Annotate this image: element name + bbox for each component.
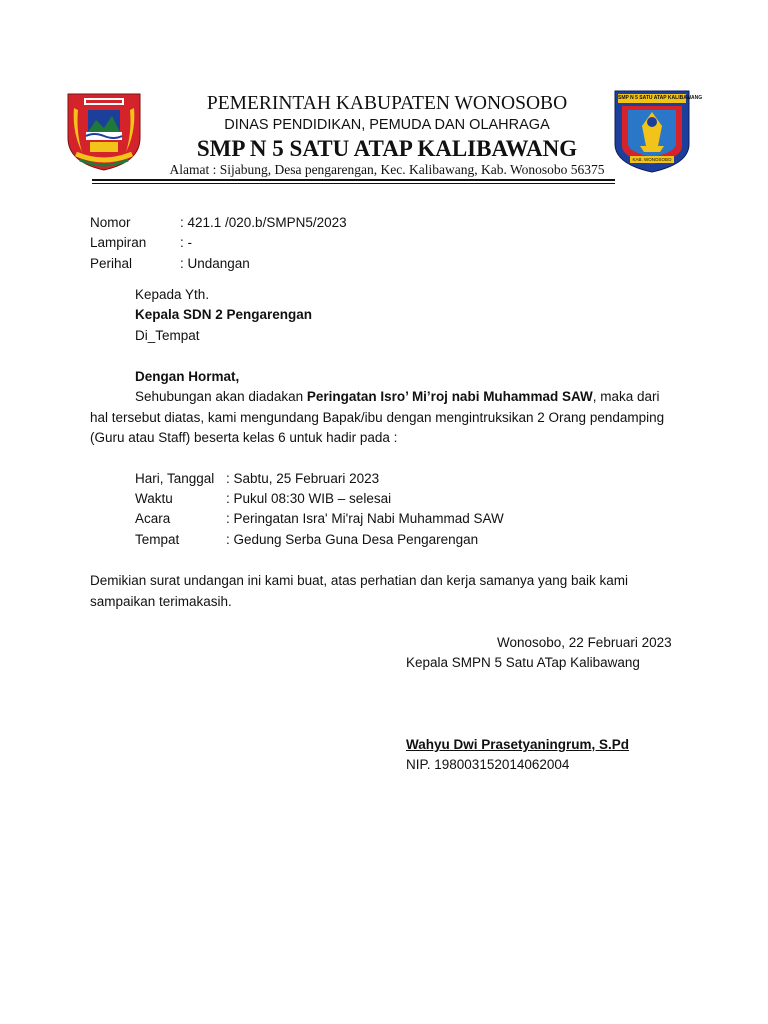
letterhead-divider-thick xyxy=(92,179,615,181)
school-emblem-bottom-text: KAB. WONOSOBO xyxy=(632,157,672,162)
recipient-place: Di_Tempat xyxy=(135,328,200,343)
nomor-value: : 421.1 /020.b/SMPN5/2023 xyxy=(180,215,347,230)
recipient-name: Kepala SDN 2 Pengarengan xyxy=(135,307,313,322)
closing-paragraph: Demikian surat undangan ini kami buat, atas perhatian dan kerja samanya yang baik kami sampaikan terimakasih. xyxy=(90,573,629,609)
detail-date-label: Hari, Tanggal xyxy=(135,471,215,486)
detail-event-label: Acara xyxy=(135,511,171,526)
letterhead-department: DINAS PENDIDIKAN, PEMUDA DAN OLAHRAGA xyxy=(224,117,550,133)
letterhead-government: PEMERINTAH KABUPATEN WONOSOBO xyxy=(206,93,568,114)
detail-event-value: : Peringatan Isra' Mi'raj Nabi Muhammad SAW xyxy=(226,511,504,526)
detail-venue-value: : Gedung Serba Guna Desa Pengarengan xyxy=(226,532,479,547)
letterhead-divider-thin xyxy=(92,183,615,184)
letterhead-address: Alamat : Sijabung, Desa pengarengan, Kec. Kalibawang, Kab. Wonosobo 56375 xyxy=(169,162,605,177)
detail-date-value: : Sabtu, 25 Februari 2023 xyxy=(226,471,380,486)
signature-place-date: Wonosobo, 22 Februari 2023 xyxy=(497,635,672,650)
perihal-label: Perihal xyxy=(90,256,133,271)
signature-name: Wahyu Dwi Prasetyaningrum, S.Pd xyxy=(406,737,630,752)
school-emblem-logo xyxy=(612,88,703,174)
body-paragraph-event: Peringatan Isro’ Mi’roj nabi Muhammad SAW xyxy=(306,389,593,404)
school-emblem-top-text: SMP N 5 SATU ATAP KALIBAWANG xyxy=(618,95,703,101)
recipient-greeting: Kepada Yth. xyxy=(135,287,210,302)
body-paragraph-part2: , maka dari hal tersebut diatas, kami mengundang Bapak/ibu dengan mengintruksikan 2 Orang pendamping (Guru atau Staff) beserta kelas 6 untuk hadir pada : xyxy=(90,389,665,445)
detail-time-value: : Pukul 08:30 WIB – selesai xyxy=(226,491,392,506)
body-paragraph-part1: Sehubungan akan diadakan xyxy=(135,389,307,404)
body-paragraph xyxy=(90,387,670,449)
detail-venue-label: Tempat xyxy=(135,532,180,547)
salutation: Dengan Hormat, xyxy=(135,369,240,384)
perihal-value: : Undangan xyxy=(180,256,250,271)
lampiran-value: : - xyxy=(180,235,192,250)
wonosobo-emblem-logo xyxy=(66,92,142,172)
lampiran-label: Lampiran xyxy=(90,235,147,250)
signature-position: Kepala SMPN 5 Satu ATap Kalibawang xyxy=(406,655,640,670)
nomor-label: Nomor xyxy=(90,215,131,230)
signature-nip: NIP. 198003152014062004 xyxy=(406,757,570,772)
detail-time-label: Waktu xyxy=(135,491,173,506)
letterhead-school-name: SMP N 5 SATU ATAP KALIBAWANG xyxy=(196,136,578,161)
